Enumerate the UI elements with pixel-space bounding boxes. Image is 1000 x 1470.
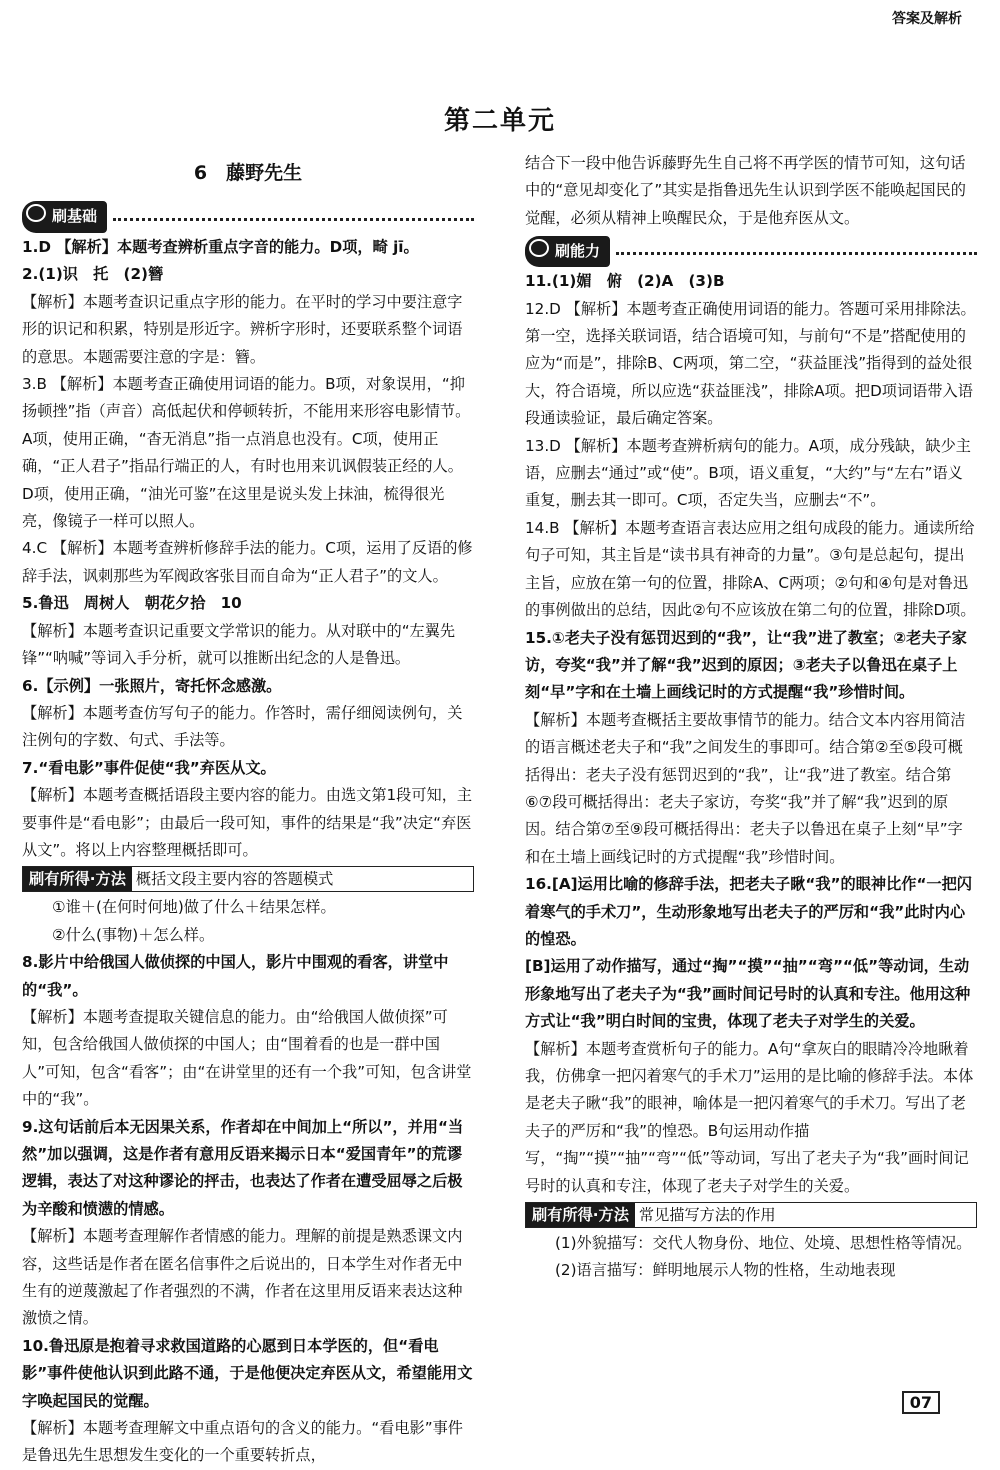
tip-tag: 刷有所得·方法 xyxy=(526,1203,635,1227)
answer-paragraph: 5.鲁迅 周树人 朝花夕拾 10 xyxy=(22,594,242,613)
answer-paragraph: 【解析】本题考查识记重要文学常识的能力。从对联中的“左翼先锋”“呐喊”等词入手分析，就可以推断出纪念的人是鲁迅。 xyxy=(22,621,456,668)
dotted-divider xyxy=(113,218,474,221)
answer-paragraph: 9.这句话前后本无因果关系，作者却在中间加上“所以”，并用“当然”加以强调，这是作者有意用反语来揭示日本“爱国青年”的荒谬逻辑，表达了对这种谬论的抨击，也表达了作者在遭受屈辱之后极为辛酸和愤懑的情感。 xyxy=(22,1117,464,1218)
answer-paragraph: 10.鲁迅原是抱着寻求救国道路的心愿到日本学医的，但“看电影”事件使他认识到此路不通，于是他便决定弃医从文，希望能用文字唤起国民的觉醒。 xyxy=(22,1336,473,1410)
answer-paragraph: 【解析】本题考查赏析句子的能力。A句“拿灰白的眼睛冷冷地瞅着我，仿佛拿一把闪着寒气的手术刀”运用的是比喻的修辞手法。本体是老夫子瞅“我”的眼神，喻体是一把闪着寒气的手术刀。写出了老夫子的严厉和“我”的惶恐。B句运用动作描写，“掏”“摸”“抽”“弯”“低”等动词，写出了老夫子为“我”画时间记号时的认真和专注，体现了老夫子对学生的关爱。 xyxy=(525,1039,974,1195)
left-column xyxy=(22,198,474,1470)
answer-paragraph: 6.【示例】一张照片，寄托怀念感激。 xyxy=(22,676,282,695)
answer-paragraph: 12.D 【解析】本题考查正确使用词语的能力。答题可采用排除法。第一空，选择关联词语，结合语境可知，与前句“不是”搭配使用的应为“而是”，排除B、C两项，第二空，“获益匪浅”指得到的益处很大，符合语境，所以应选“获益匪浅”，排除A项。把D项词语带入语段通读验证，最后确定答案。 xyxy=(525,299,976,428)
dotted-divider xyxy=(616,252,977,255)
answer-paragraph: 【解析】本题考查理解文中重点语句的含义的能力。“看电影”事件是鲁迅先生思想发生变化的一个重要转折点， xyxy=(22,1419,463,1465)
right-answer-list-2 xyxy=(525,268,977,1200)
book-icon xyxy=(26,204,46,222)
book-icon xyxy=(529,239,549,257)
answer-paragraph: 结合下一段中他告诉藤野先生自己将不再学医的情节可知，这句话中的“意见却变化了”其实是指鲁迅先生认识到学医不能唤起国民的觉醒，必须从精神上唤醒民众，于是他弃医从文。 xyxy=(525,154,966,227)
answer-paragraph: 13.D 【解析】本题考查辨析病句的能力。A项，成分残缺，缺少主语，应删去“通过”或“使”。B项，语义重复，“大约”与“左右”语义重复，删去其一即可。C项，否定失当，应删去“不”。 xyxy=(525,436,971,510)
answer-paragraph: 【解析】本题考查识记重点字形的能力。在平时的学习中要注意字形的识记和积累，特别是形近字。辨析字形时，还要联系整个词语的意思。本题需要注意的字是：簪。 xyxy=(22,292,463,366)
answer-paragraph: 2.(1)识 托 (2)簪 xyxy=(22,265,164,284)
section-ability xyxy=(525,236,977,266)
section-basic xyxy=(22,202,474,232)
answer-paragraph: 3.B 【解析】本题考查正确使用词语的能力。B项，对象误用，“抑扬顿挫”指（声音）高低起伏和停顿转折，不能用来形容电影情节。A项，使用正确，“杳无消息”指一点消息也没有。C项，使用正确，“正人君子”指品行端正的人，有时也用来讥讽假装正经的人。D项，使用正确，“油光可鉴”在这里是说头发上抹油，梳得很光亮，像镜子一样可以照人。 xyxy=(22,375,471,531)
answer-paragraph: 14.B 【解析】本题考查语言表达应用之组句成段的能力。通读所给句子可知，其主旨是“读书具有神奇的力量”。③句是总起句，提出主旨，应放在第一句的位置，排除A、C两项；②句和④句是对鲁迅的事例做出的总结，因此②句不应该放在第二句的位置，排除D项。 xyxy=(525,518,976,620)
tip-item: (2)语言描写：鲜明地展示人物的性格，生动地表现 xyxy=(555,1261,896,1280)
answer-paragraph: 4.C 【解析】本题考查辨析修辞手法的能力。C项，运用了反语的修辞手法，讽刺那些为军阀政客张目而自命为“正人君子”的文人。 xyxy=(22,539,473,585)
tip-title: 概括文段主要内容的答题模式 xyxy=(135,870,334,889)
answer-paragraph: 16.[A]运用比喻的修辞手法，把老夫子瞅“我”的眼神比作“一把闪着寒气的手术刀”，生动形象地写出老夫子的严厉和“我”此时内心的惶恐。 xyxy=(525,875,972,948)
tip-box-description xyxy=(525,1202,977,1228)
tip-title: 常见描写方法的作用 xyxy=(638,1206,776,1225)
lesson-title: 6 藤野先生 xyxy=(193,162,303,184)
answer-paragraph: 7.“看电影”事件促使“我”弃医从文。 xyxy=(22,758,276,777)
answer-paragraph: 11.(1)媚 俯 (2)A (3)B xyxy=(525,272,725,291)
answer-paragraph: 【解析】本题考查概括语段主要内容的能力。由选文第1段可知，主要事件是“看电影”；由最后一段可知，事件的结果是“我”决定“弃医从文”。将以上内容整理概括即可。 xyxy=(22,786,473,859)
tip-item: (1)外貌描写：交代人物身份、地位、处境、思想性格等情况。 xyxy=(555,1234,972,1253)
answer-paragraph: 【解析】本题考查仿写句子的能力。作答时，需仔细阅读例句，关注例句的字数、句式、手法等。 xyxy=(22,703,463,750)
section-badge: 刷能力 xyxy=(525,236,610,267)
page-number: 07 xyxy=(902,1391,940,1414)
tip-box-summary xyxy=(22,866,474,892)
answer-paragraph: 1.D 【解析】本题考查辨析重点字音的能力。D项，畸 jī。 xyxy=(22,238,419,256)
right-column xyxy=(525,150,977,1285)
answer-paragraph: 【解析】本题考查概括主要故事情节的能力。结合文本内容用简洁的语言概述老夫子和“我”之间发生的事即可。结合第②至⑤段可概括得出：老夫子没有惩罚迟到的“我”，让“我”进了教室。结合第⑥⑦段可概括得出：老夫子家访，夸奖“我”并了解“我”迟到的原因。结合第⑦至⑨段可概括得出：老夫子以鲁迅在桌子上刻“早”字和在土墙上画线记时的方式提醒“我”珍惜时间。 xyxy=(525,710,966,866)
answer-paragraph: 8.影片中给俄国人做侦探的中国人，影片中围观的看客，讲堂中的“我”。 xyxy=(22,953,449,999)
tip-item: ②什么(事物)＋怎么样。 xyxy=(52,925,215,944)
unit-title: 第二单元 xyxy=(443,106,556,136)
tip-tag: 刷有所得·方法 xyxy=(23,867,132,891)
section-badge: 刷基础 xyxy=(22,201,107,232)
answer-paragraph: 15.①老夫子没有惩罚迟到的“我”，让“我”进了教室；②老夫子家访，夸奖“我”并了解“我”迟到的原因；③老夫子以鲁迅在桌子上刻“早”字和在土墙上画线记时的方式提醒“我”珍惜时间。 xyxy=(525,628,967,702)
answer-paragraph: 【解析】本题考查提取关键信息的能力。由“给俄国人做侦探”可知，包含给俄国人做侦探的中国人；由“围着看的也是一群中国人”可知，包含“看客”；由“在讲堂里的还有一个我”可知，包含讲堂中的“我”。 xyxy=(22,1007,472,1109)
answer-paragraph: 【解析】本题考查理解作者情感的能力。理解的前提是熟悉课文内容，这些话是作者在匿名信事件之后说出的，日本学生对作者无中生有的逆蔑激起了作者强烈的不满，作者在这里用反语来表达这种激愤之情。 xyxy=(22,1227,463,1328)
tip-item: ①谁＋(在何时何地)做了什么＋结果怎样。 xyxy=(52,898,336,917)
answer-paragraph: [B]运用了动作描写，通过“掏”“摸”“抽”“弯”“低”等动词，生动形象地写出了老夫子为“我”画时间记号时的认真和专注。他用这种方式让“我”明白时间的宝贵，体现了老夫子对学生的关爱。 xyxy=(525,957,971,1031)
left-answer-list xyxy=(22,234,474,864)
right-answer-list-1 xyxy=(525,150,977,232)
header-label: 答案及解析 xyxy=(892,11,962,27)
left-answer-list-2 xyxy=(22,949,474,1470)
